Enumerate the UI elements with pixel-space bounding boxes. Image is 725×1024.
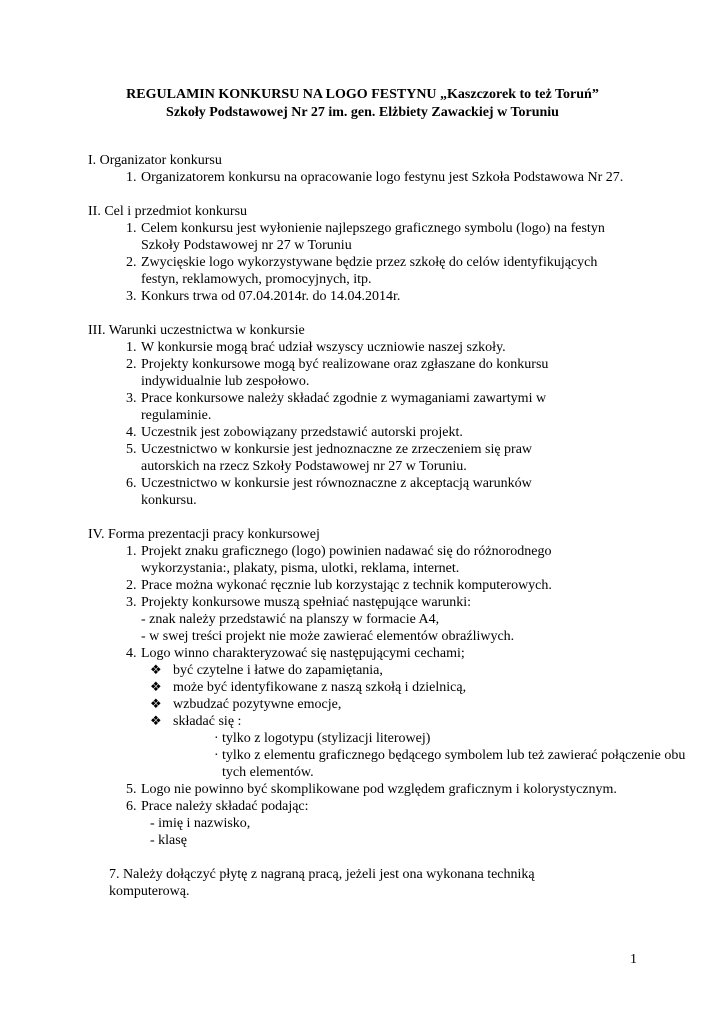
bullet-list (141, 662, 688, 781)
list-item (127, 645, 688, 781)
item-number: 4. (126, 425, 137, 440)
section-conditions (88, 322, 688, 509)
item-text: Logo nie powinno być skomplikowane pod względem graficznym i kolorystycznym. (141, 782, 617, 797)
list-item (127, 254, 688, 288)
section-heading: III. Warunki uczestnictwa w konkursie (88, 323, 305, 338)
section-heading: II. Cel i przedmiot konkursu (88, 204, 248, 219)
diamond-bullet-icon: ❖ (150, 697, 162, 712)
section-goal (88, 203, 688, 305)
item-text: Prace można wykonać ręcznie lub korzystając z technik komputerowych. (141, 578, 552, 593)
middle-dot-icon: · (214, 748, 219, 763)
item-number: 6. (126, 799, 137, 814)
item-7-paragraph: 7. Należy dołączyć płytę z nagraną pracą, jeżeli jest ona wykonana techniką komputerową. (109, 867, 535, 899)
item-text: Konkurs trwa od 07.04.2014r. do 14.04.2014r. (141, 289, 401, 304)
item-number: 1. (126, 170, 137, 185)
item-number: 5. (126, 442, 137, 457)
list-item (127, 288, 688, 305)
dot-list (205, 730, 688, 781)
list-item (127, 475, 558, 509)
middle-dot-icon: · (214, 731, 219, 746)
item-number: 1. (126, 544, 137, 559)
item-text: Organizatorem konkursu na opracowanie logo festynu jest Szkoła Podstawowa Nr 27. (141, 170, 624, 185)
list-item (127, 781, 688, 798)
document-title (0, 86, 725, 122)
section-items (88, 339, 688, 509)
item-text: Projekty konkursowe muszą spełniać następujące warunki: (141, 595, 472, 610)
item-number: 2. (126, 578, 137, 593)
diamond-bullet-icon: ❖ (150, 663, 162, 678)
bullet-text: może być identyfikowane z naszą szkołą i dzielnicą, (173, 680, 467, 695)
title-line-1: REGULAMIN KONKURSU NA LOGO FESTYNU „Kaszczorek to też Toruń” (126, 87, 599, 102)
list-item (127, 220, 688, 254)
item-text: Projekt znaku graficznego (logo) powinien nadawać się do różnorodnego wykorzystania:, plakaty, pisma, ulotki, reklama, internet. (141, 544, 552, 576)
item-number: 5. (126, 782, 137, 797)
item-text: Projekty konkursowe mogą być realizowane oraz zgłaszane do konkursu indywidualnie lub zespołowo. (141, 357, 549, 389)
sub-item: - klasę (150, 833, 187, 848)
diamond-bullet-icon: ❖ (150, 714, 162, 729)
item-text: Celem konkursu jest wyłonienie najlepszego graficznego symbolu (logo) na festyn Szkoły Podstawowej nr 27 w Toruniu (141, 221, 605, 253)
list-item (127, 441, 558, 475)
section-items (88, 220, 688, 305)
sub-list (141, 611, 688, 645)
item-number: 6. (126, 476, 137, 491)
item-text: Uczestnictwo w konkursie jest równoznaczne z akceptacją warunków konkursu. (141, 476, 532, 508)
bullet-item (150, 696, 688, 713)
bullet-item (150, 662, 688, 679)
item-number: 3. (126, 289, 137, 304)
item-number: 1. (126, 221, 137, 236)
section-presentation (88, 526, 688, 900)
item-number: 3. (126, 595, 137, 610)
section-items (88, 169, 688, 186)
list-item (127, 424, 558, 441)
item-text: Uczestnik jest zobowiązany przedstawić autorski projekt. (141, 425, 463, 440)
bullet-text: składać się : (173, 714, 242, 729)
item-text: W konkursie mogą brać udział wszyscy uczniowie naszej szkoły. (141, 340, 506, 355)
item-text: Zwycięskie logo wykorzystywane będzie przez szkołę do celów identyfikujących festyn, reklamowych, promocyjnych, itp. (141, 255, 598, 287)
dot-item (214, 747, 688, 781)
item-text: Uczestnictwo w konkursie jest jednoznaczne ze zrzeczeniem się praw autorskich na rzecz Szkoły Podstawowej nr 27 w Toruniu. (141, 442, 533, 474)
dot-text: tylko z elementu graficznego będącego symbolem lub też zawierać połączenie obu tych elementów. (222, 748, 686, 780)
list-item (127, 339, 558, 356)
item-text: Prace konkursowe należy składać zgodnie z wymaganiami zawartymi w regulaminie. (141, 391, 547, 423)
sub-item: - znak należy przedstawić na planszy w formacie A4, (141, 612, 440, 627)
item-text: Prace należy składać podając: (141, 799, 309, 814)
bullet-text: wzbudzać pozytywne emocje, (173, 697, 342, 712)
sub-item: - imię i nazwisko, (150, 816, 251, 831)
section-heading: IV. Forma prezentacji pracy konkursowej (88, 527, 320, 542)
title-line-2: Szkoły Podstawowej Nr 27 im. gen. Elżbiety Zawackiej w Toruniu (166, 105, 559, 120)
diamond-bullet-icon: ❖ (150, 680, 162, 695)
item-number: 1. (126, 340, 137, 355)
sub-list (150, 815, 688, 849)
item-text: Logo winno charakteryzować się następującymi cechami; (141, 646, 465, 661)
item-number: 4. (126, 646, 137, 661)
list-item (127, 798, 688, 849)
list-item (127, 577, 688, 594)
list-item (127, 356, 558, 390)
item-number: 3. (126, 391, 137, 406)
bullet-item (150, 713, 688, 781)
section-heading: I. Organizator konkursu (88, 153, 222, 168)
dot-text: tylko z logotypu (stylizacji literowej) (222, 731, 431, 746)
list-item (127, 390, 558, 424)
bullet-text: być czytelne i łatwe do zapamiętania, (173, 663, 383, 678)
sub-item: - w swej treści projekt nie może zawierać elementów obraźliwych. (141, 629, 515, 644)
section-organizer (88, 152, 688, 186)
list-item (127, 169, 688, 186)
page-number: 1 (630, 952, 637, 967)
list-item (127, 594, 688, 645)
item-number: 2. (126, 255, 137, 270)
document-content (88, 152, 688, 917)
section-items (88, 543, 688, 849)
list-item (127, 543, 688, 577)
dot-item (214, 730, 688, 747)
bullet-item (150, 679, 688, 696)
item-number: 2. (126, 357, 137, 372)
